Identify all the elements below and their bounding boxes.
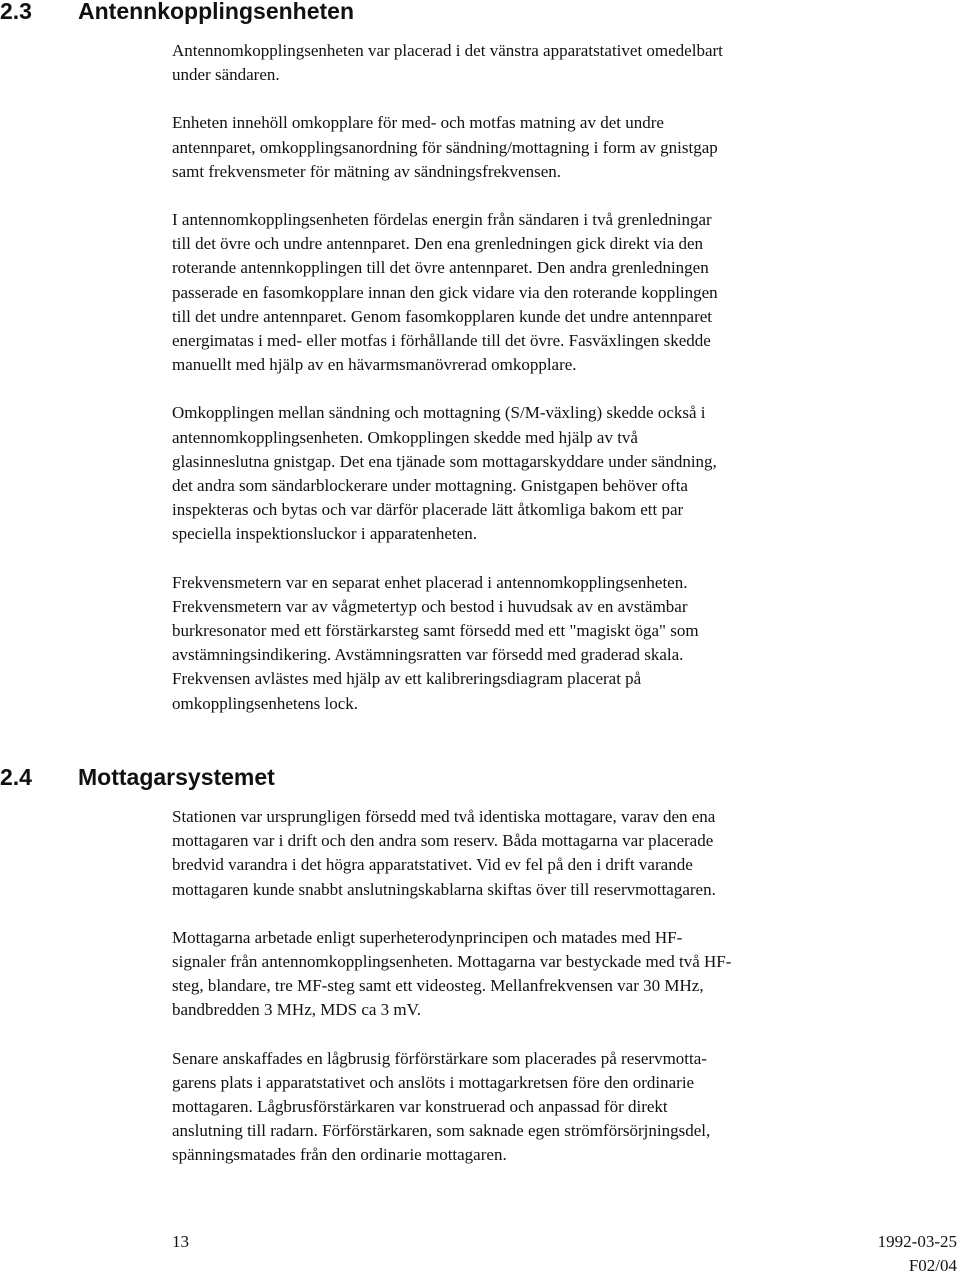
paragraph (172, 1047, 872, 1168)
text-line: mottagaren var i drift och den andra som reserv. Båda mottagarna var placerade (172, 831, 714, 851)
section-heading-2-4 (0, 763, 275, 791)
document-code: F02/04 (908, 1256, 957, 1275)
section-number: 2.3 (0, 0, 32, 24)
text-line: signaler från antennomkopplingsenheten. Mottagarna var bestyckade med två HF- (172, 952, 732, 972)
text-line: omkopplingsenhetens lock. (172, 693, 359, 713)
text-line: roterande antennkopplingen till det övre antennparet. Den andra grenledningen (172, 258, 709, 278)
text-line: avstämningsindikering. Avstämningsratten var försedd med graderad skala. (172, 645, 684, 665)
text-line: speciella inspektionsluckor i apparatenheten. (172, 524, 477, 544)
text-line: under sändaren. (172, 65, 280, 85)
text-line: mottagaren. Lågbrusförstärkaren var konstruerad och anpassad för direkt (172, 1097, 668, 1117)
paragraph (172, 111, 872, 184)
text-line: Antennomkopplingsenheten var placerad i det vänstra apparatstativet omedelbart (172, 41, 723, 60)
text-line: det andra som sändarblockerare under mottagning. Gnistgapen behöver ofta (172, 476, 688, 496)
text-line: Enheten innehöll omkopplare för med- och motfas matning av det undre (172, 113, 664, 133)
text-line: burkresonator med ett förstärkarsteg samt försedd med ett "magiskt öga" som (172, 621, 699, 641)
text-line: antennparet, omkopplingsanordning för sändning/mottagning i form av gnistgap (172, 137, 718, 157)
text-line: Senare anskaffades en lågbrusig förförstärkare som placerades på reservmotta- (172, 1048, 707, 1068)
paragraph (172, 208, 872, 377)
text-line: antennomkopplingsenheten. Omkopplingen skedde med hjälp av två (172, 427, 638, 447)
text-line: manuellt med hjälp av en hävarmsmanövrerad omkopplare. (172, 355, 577, 375)
paragraph (172, 39, 872, 87)
footer-date: 1992-03-25 (877, 1232, 957, 1251)
text-line: glasinneslutna gnistgap. Det ena tjänade som mottagarskyddare under sändning, (172, 451, 717, 471)
text-line: Mottagarna arbetade enligt superheterodynprincipen och matades med HF- (172, 927, 683, 947)
text-line: Frekvensen avlästes med hjälp av ett kalibreringsdiagram placerat på (172, 669, 642, 689)
text-line: inspekteras och bytas och var därför placerade lätt åtkomliga bakom ett par (172, 500, 684, 520)
text-line: samt frekvensmeter för mätning av sändningsfrekvensen. (172, 161, 561, 181)
text-line: Stationen var ursprungligen försedd med två identiska mottagare, varav den ena (172, 807, 716, 826)
section-number: 2.4 (0, 764, 32, 790)
text-line: energimatas i med- eller motfas i förhållande till det övre. Fasväxlingen skedde (172, 331, 711, 351)
text-line: passerade en fasomkopplare innan den gick vidare via den roterande kopplingen (172, 282, 718, 302)
text-line: anslutning till radarn. Förförstärkaren, som saknade egen strömförsörjningsdel, (172, 1121, 711, 1141)
section-body-2-4 (172, 805, 872, 1168)
paragraph (172, 926, 872, 1023)
paragraph (172, 571, 872, 716)
section-body-2-3 (172, 39, 872, 716)
section-heading-2-3 (0, 0, 354, 25)
text-line: Omkopplingen mellan sändning och mottagning (S/M-växling) skedde också i (172, 403, 706, 423)
text-line: I antennomkopplingsenheten fördelas energin från sändaren i två grenledningar (172, 210, 712, 230)
text-line: till det övre och undre antennparet. Den ena grenledningen gick direkt via den (172, 234, 704, 254)
text-line: bandbredden 3 MHz, MDS ca 3 mV. (172, 1000, 421, 1020)
paragraph (172, 805, 872, 902)
section-title: Antennkopplingsenheten (78, 0, 354, 24)
paragraph (172, 401, 872, 546)
text-line: bredvid varandra i det högra apparatstativet. Vid ev fel på den i drift varande (172, 855, 693, 875)
text-line: spänningsmatades från den ordinarie mottagaren. (172, 1145, 507, 1165)
text-line: Frekvensmetern var en separat enhet placerad i antennomkopplingsenheten. (172, 572, 688, 592)
text-line: till det undre antennparet. Genom fasomkopplaren kunde det undre antennparet (172, 306, 713, 326)
page-number: 13 (172, 1232, 189, 1251)
section-title: Mottagarsystemet (78, 764, 275, 790)
text-line: mottagaren kunde snabbt anslutningskablarna skiftas över till reservmottagaren. (172, 879, 716, 899)
text-line: garens plats i apparatstativet och anslöts i mottagarkretsen före den ordinarie (172, 1072, 695, 1092)
text-line: steg, blandare, tre MF-steg samt ett videosteg. Mellanfrekvensen var 30 MHz, (172, 976, 704, 996)
text-line: Frekvensmetern var av vågmetertyp och bestod i huvudsak av en avstämbar (172, 596, 688, 616)
